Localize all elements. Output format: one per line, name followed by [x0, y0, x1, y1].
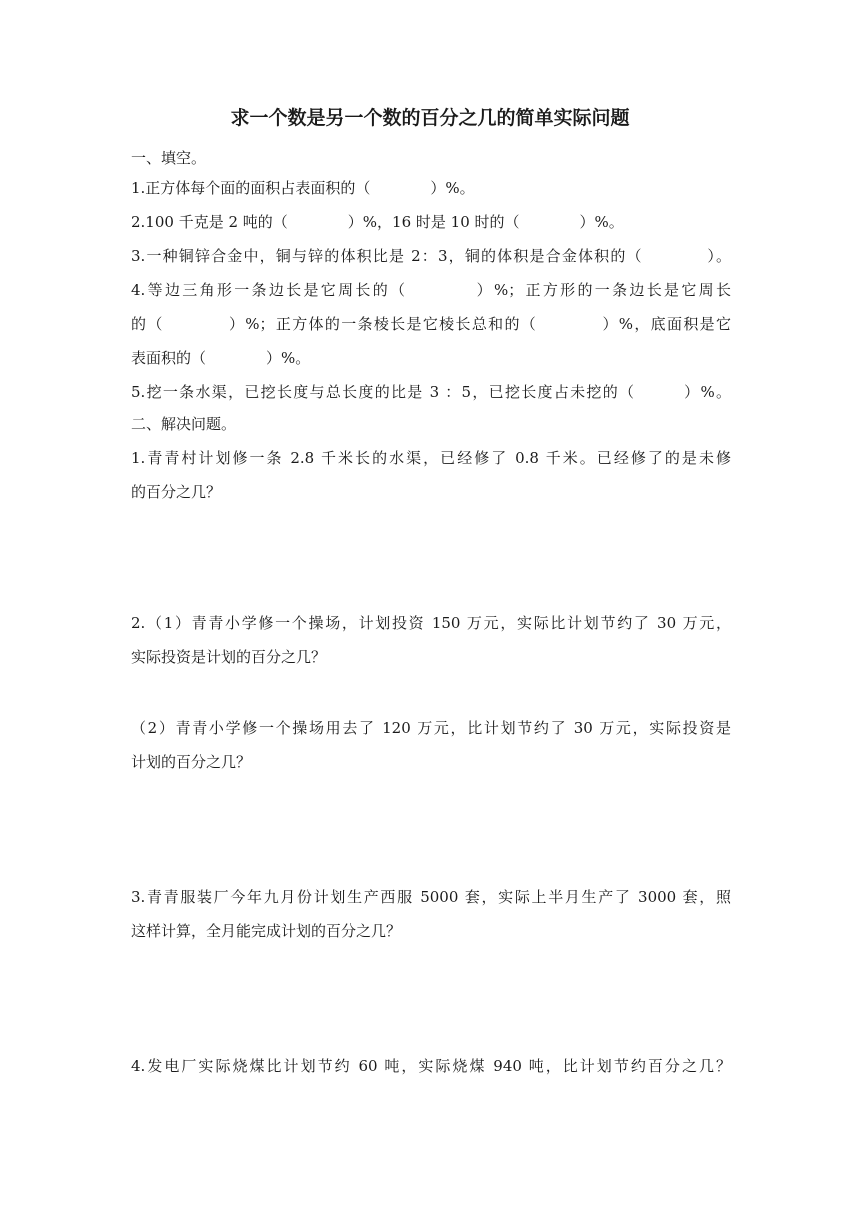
problem-2-part-2-line-1: （2）青青小学修一个操场用去了 120 万元，比计划节约了 30 万元，实际投资是 [131, 719, 731, 737]
fill-question-4-line-2: 的（ ）%；正方体的一条棱长是它棱长总和的（ ）%，底面积是它 [131, 315, 731, 333]
fill-question-4-line-1: 4.等边三角形一条边长是它周长的（ ）%；正方形的一条边长是它周长 [131, 281, 731, 299]
problem-2-part-2-line-2: 计划的百分之几？ [131, 753, 252, 771]
problem-2-part-1-line-2: 实际投资是计划的百分之几？ [131, 648, 327, 666]
page-title: 求一个数是另一个数的百分之几的简单实际问题 [230, 107, 630, 129]
fill-question-3: 3.一种铜锌合金中，铜与锌的体积比是 2：3，铜的体积是合金体积的（ ）。 [131, 247, 731, 265]
section-heading-problems: 二、解决问题。 [131, 415, 237, 433]
fill-question-4-line-3: 表面积的（ ）%。 [131, 349, 311, 367]
fill-question-2: 2.100 千克是 2 吨的（ ）%，16 时是 10 时的（ ）%。 [131, 213, 624, 231]
section-heading-fill-blank: 一、填空。 [131, 149, 207, 167]
problem-3-line-2: 这样计算，全月能完成计划的百分之几？ [131, 922, 402, 940]
problem-1-line-2: 的百分之几？ [131, 483, 222, 501]
fill-question-1: 1.正方体每个面的面积占表面积的（ ）%。 [131, 179, 475, 197]
fill-question-5: 5.挖一条水渠，已挖长度与总长度的比是 3 ：5，已挖长度占未挖的（ ）%。 [131, 383, 731, 401]
problem-3-line-1: 3.青青服装厂今年九月份计划生产西服 5000 套，实际上半月生产了 3000 套，照 [131, 888, 731, 906]
problem-4: 4.发电厂实际烧煤比计划节约 60 吨，实际烧煤 940 吨，比计划节约百分之几？ [131, 1057, 731, 1075]
problem-2-part-1-line-1: 2.（1）青青小学修一个操场，计划投资 150 万元，实际比计划节约了 30 万元， [131, 614, 731, 632]
problem-1-line-1: 1.青青村计划修一条 2.8 千米长的水渠，已经修了 0.8 千米。已经修了的是未修 [131, 449, 731, 467]
